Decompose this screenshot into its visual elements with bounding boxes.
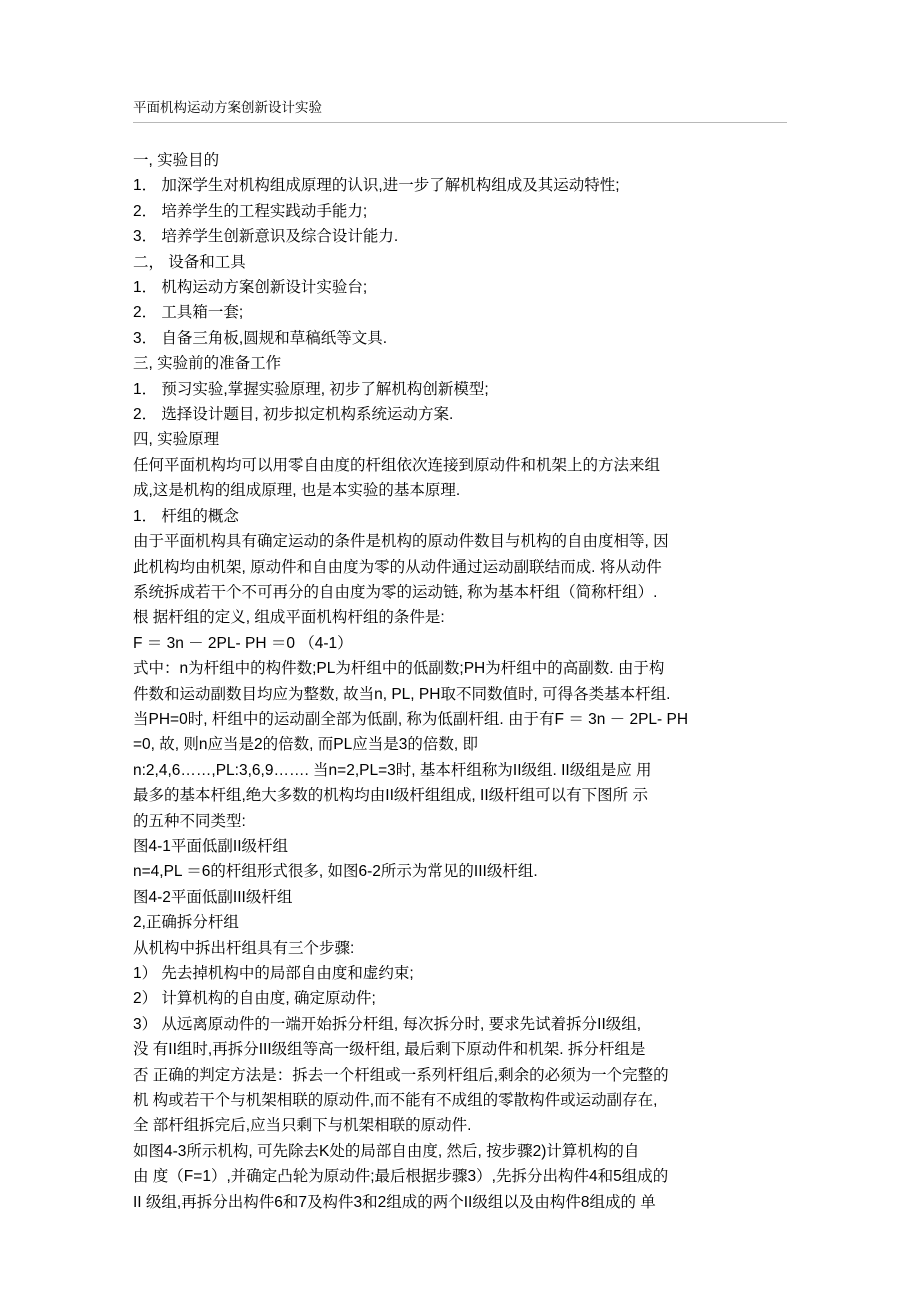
text-line: 三, 实验前的准备工作 xyxy=(133,355,282,373)
text-line: 任何平面机构均可以用零自由度的杆组依次连接到原动件和机架上的方法来组 xyxy=(133,456,661,474)
text-line: 件数和运动副数目均应为整数, 故当n, PL, PH取不同数值时, 可得各类基本杆组. xyxy=(133,685,671,703)
text-line: F ＝ 3n － 2PL- PH ＝0 （4-1） xyxy=(133,634,353,652)
text-line: 由 度（F=1）,并确定凸轮为原动件;最后根据步骤3）,先拆分出构件4和5组成的 xyxy=(133,1168,669,1186)
text-line: 图4-1平面低副II级杆组 xyxy=(133,837,289,855)
document-body xyxy=(133,148,788,1215)
text-line: II 级组,再拆分出构件6和7及构件3和2组成的两个II级组以及由构件8组成的 单 xyxy=(133,1193,656,1211)
text-line: 2． 培养学生的工程实践动手能力; xyxy=(133,202,368,220)
text-line: 最多的基本杆组,绝大多数的机构均由II级杆组组成, II级杆组可以有下图所 示 xyxy=(133,787,648,805)
text-line: 四, 实验原理 xyxy=(133,431,220,449)
text-line: 从机构中拆出杆组具有三个步骤: xyxy=(133,939,355,957)
text-line: 系统拆成若干个不可再分的自由度为零的运动链, 称为基本杆组（简称杆组）. xyxy=(133,583,658,601)
text-line: 1． 机构运动方案创新设计实验台; xyxy=(133,279,368,297)
text-line: 一, 实验目的 xyxy=(133,152,220,169)
text-line: 没 有II组时,再拆分III级组等高一级杆组, 最后剩下原动件和机架. 拆分杆组是 xyxy=(133,1041,646,1059)
text-line: 1． 预习实验,掌握实验原理, 初步了解机构创新模型; xyxy=(133,380,489,398)
text-line: n:2,4,6……,PL:3,6,9……. 当n=2,PL=3时, 基本杆组称为II级组. II级组是应 用 xyxy=(133,761,652,779)
text-line: 式中：n为杆组中的构件数;PL为杆组中的低副数;PH为杆组中的高副数. 由于构 xyxy=(133,660,665,678)
text-line: 根 据杆组的定义, 组成平面机构杆组的条件是: xyxy=(133,609,445,627)
text-line: 1． 杆组的概念 xyxy=(133,507,239,525)
text-line: 2． 工具箱一套; xyxy=(133,304,244,322)
document-header: 平面机构运动方案创新设计实验 xyxy=(133,98,787,123)
text-line: 图4-2平面低副III级杆组 xyxy=(133,888,293,906)
text-line: 2） 计算机构的自由度, 确定原动件; xyxy=(133,990,376,1008)
text-line: 机 构或若干个与机架相联的原动件,而不能有不成组的零散构件或运动副存在, xyxy=(133,1092,658,1110)
text-line: 3． 自备三角板,圆规和草稿纸等文具. xyxy=(133,329,388,347)
text-line: 3． 培养学生创新意识及综合设计能力. xyxy=(133,228,399,246)
text-line: 此机构均由机架, 原动件和自由度为零的从动件通过运动副联结而成. 将从动件 xyxy=(133,558,662,576)
text-line: 由于平面机构具有确定运动的条件是机构的原动件数目与机构的自由度相等, 因 xyxy=(133,533,669,551)
text-line: 否 正确的判定方法是：拆去一个杆组或一系列杆组后,剩余的必须为一个完整的 xyxy=(133,1066,669,1084)
text-line: 1． 加深学生对机构组成原理的认识,进一步了解机构组成及其运动特性; xyxy=(133,177,620,195)
text-line: 全 部杆组拆完后,应当只剩下与机架相联的原动件. xyxy=(133,1117,472,1135)
text-line: 当PH=0时, 杆组中的运动副全部为低副, 称为低副杆组. 由于有F ＝ 3n － 2PL- PH xyxy=(133,710,689,728)
text-line: 2,正确拆分杆组 xyxy=(133,914,239,932)
text-line: 成,这是机构的组成原理, 也是本实验的基本原理. xyxy=(133,482,461,500)
text-line: 2． 选择设计题目, 初步拟定机构系统运动方案. xyxy=(133,406,454,424)
text-line: 1） 先去掉机构中的局部自由度和虚约束; xyxy=(133,965,414,982)
text-line: 如图4-3所示机构, 可先除去K处的局部自由度, 然后, 按步骤2)计算机构的自 xyxy=(133,1142,640,1160)
text-line: 二， 设备和工具 xyxy=(133,253,246,271)
text-line: =0, 故, 则n应当是2的倍数, 而PL应当是3的倍数, 即 xyxy=(133,736,478,754)
text-line: 的五种不同类型: xyxy=(133,812,246,830)
text-line: n=4,PL ＝6的杆组形式很多, 如图6-2所示为常见的III级杆组. xyxy=(133,863,538,881)
text-line: 3） 从远离原动件的一端开始拆分杆组, 每次拆分时, 要求先试着拆分II级组, xyxy=(133,1015,642,1033)
